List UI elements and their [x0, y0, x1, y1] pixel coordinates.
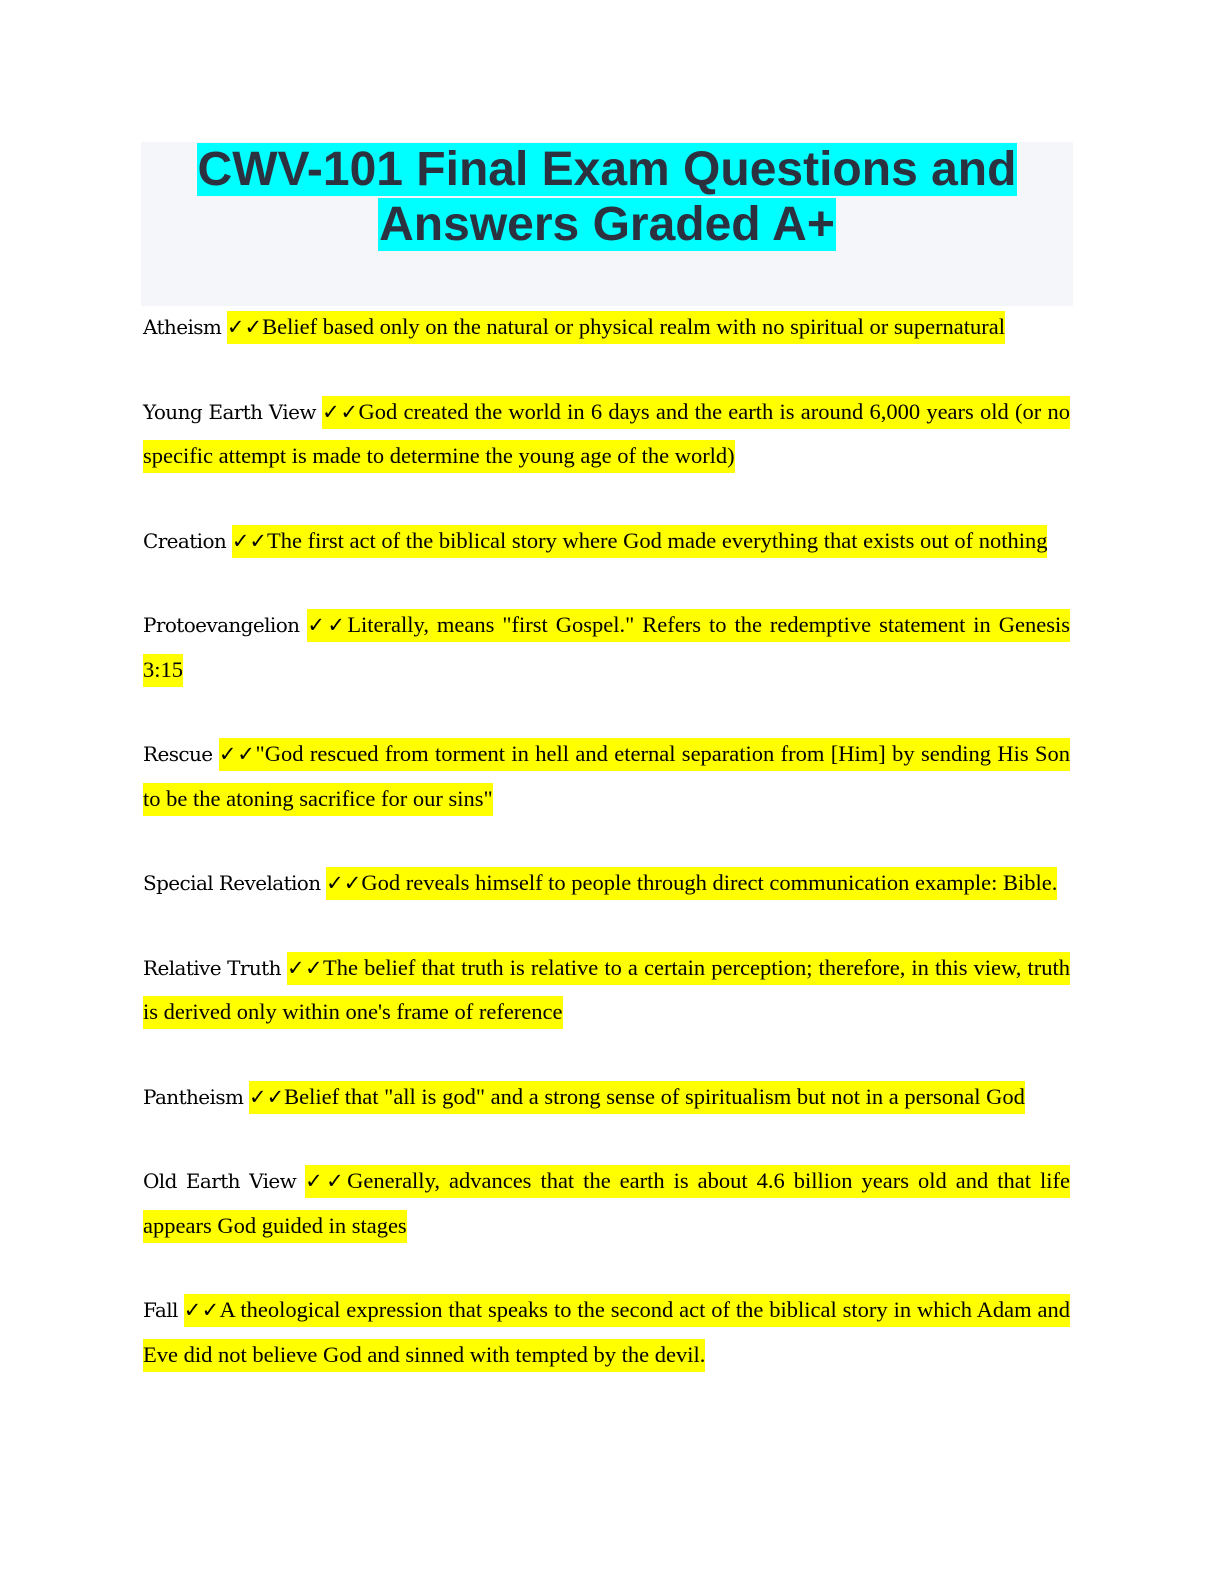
list-item	[143, 519, 1070, 564]
answer-highlight	[232, 525, 1048, 558]
list-item	[143, 732, 1070, 821]
term-label: Relative Truth	[143, 955, 281, 980]
double-check-icon: ✓✓	[218, 742, 256, 766]
title-text: CWV-101 Final Exam Questions and Answers Graded A+	[197, 143, 1017, 251]
double-check-icon: ✓✓	[248, 1084, 285, 1109]
definition-text: The first act of the biblical story where God made everything that exists out of nothing	[267, 527, 1048, 553]
answer-highlight	[143, 738, 1070, 816]
definition-text: "God rescued from torment in hell and eternal separation from [Him] by sending His Son to be the atoning sacrifice for our sins"	[143, 741, 1070, 811]
term-label: Old Earth View	[143, 1169, 297, 1193]
double-check-icon: ✓✓	[226, 315, 263, 339]
title-block	[141, 142, 1073, 306]
page-title	[141, 142, 1073, 252]
definition-text: Generally, advances that the earth is about 4.6 billion years old and that life appears God guided in stages	[143, 1168, 1071, 1238]
definition-text: A theological expression that speaks to the second act of the biblical story in which Adam and Eve did not believe God and sinned with tempted by the devil.	[143, 1297, 1070, 1367]
double-check-icon: ✓✓	[286, 955, 324, 980]
definition-text: Literally, means "first Gospel." Refers to the redemptive statement in Genesis 3:15	[143, 612, 1070, 682]
double-check-icon: ✓✓	[326, 871, 362, 895]
term-label: Young Earth View	[143, 399, 316, 424]
list-item	[143, 861, 1070, 906]
definition-text: Belief that "all is god" and a strong sense of spiritualism but not in a personal God	[284, 1083, 1025, 1109]
definition-text: Belief based only on the natural or physical realm with no spiritual or supernatural	[262, 314, 1006, 339]
list-item	[143, 946, 1070, 1035]
answer-highlight	[249, 1081, 1025, 1114]
double-check-icon: ✓✓	[307, 613, 348, 637]
term-label: Creation	[143, 528, 227, 553]
list-item	[143, 305, 1070, 350]
list-item	[143, 1159, 1070, 1248]
list-item	[143, 1075, 1070, 1120]
answer-highlight	[227, 311, 1005, 344]
double-check-icon: ✓✓	[322, 399, 359, 424]
answer-highlight	[326, 867, 1057, 900]
term-label: Special Revelation	[143, 871, 321, 895]
answer-highlight	[143, 952, 1070, 1030]
definition-text: God created the world in 6 days and the earth is around 6,000 years old (or no specific attempt is made to determine the young age of the world)	[143, 398, 1070, 468]
term-label: Atheism	[143, 315, 222, 339]
answer-highlight	[143, 1294, 1070, 1372]
definition-text: The belief that truth is relative to a certain perception; therefore, in this view, truth is derived only within one's frame of reference	[143, 954, 1070, 1024]
definition-text: God reveals himself to people through direct communication example: Bible.	[361, 870, 1058, 895]
list-item	[143, 390, 1070, 479]
term-label: Fall	[143, 1298, 178, 1322]
term-label: Pantheism	[143, 1084, 244, 1109]
list-item	[143, 1288, 1070, 1377]
term-label: Protoevangelion	[143, 613, 300, 637]
double-check-icon: ✓✓	[183, 1298, 220, 1322]
flashcard-list	[143, 305, 1070, 1417]
term-label: Rescue	[143, 742, 213, 766]
list-item	[143, 603, 1070, 692]
double-check-icon: ✓✓	[305, 1169, 348, 1193]
double-check-icon: ✓✓	[231, 528, 268, 553]
